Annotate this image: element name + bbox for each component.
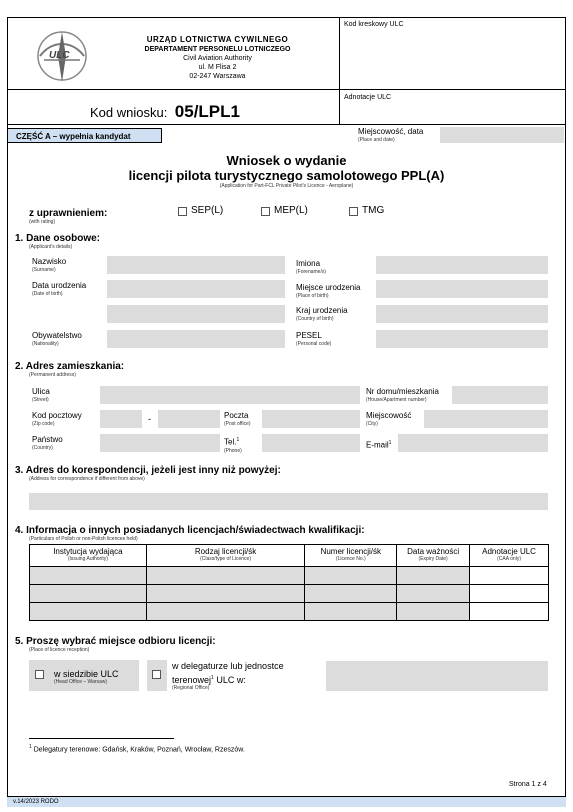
section-4-title: 4. Informacja o innych posiadanych licencjach/świadectwach kwalifikacji: (Particulars of Polish or non-Polish licences held) xyxy=(15,525,365,542)
rating-label: z uprawnieniem: (with rating) xyxy=(29,208,108,225)
table-cell[interactable] xyxy=(305,567,397,585)
authority-en: Civil Aviation Authority xyxy=(183,55,252,62)
table-cell[interactable] xyxy=(30,567,147,585)
title-line-2: licencji pilota turystycznego samolotowego PPL(A) xyxy=(128,168,445,183)
mep-label: MEP(L) xyxy=(274,205,308,216)
section-5-title: 5. Proszę wybrać miejsce odbioru licencji: (Place of licence reception) xyxy=(15,636,216,653)
table-row xyxy=(30,567,549,585)
country-label: Państwo (Country) xyxy=(32,435,63,451)
footnote-mark: 1 xyxy=(29,744,32,750)
dob-field[interactable] xyxy=(107,280,285,298)
forenames-field[interactable] xyxy=(376,256,548,274)
table-cell[interactable] xyxy=(146,567,305,585)
section-1-title: 1. Dane osobowe: (Applicant's details) xyxy=(15,233,101,250)
pesel-label: PESEL (Personal code) xyxy=(296,331,332,347)
regional-footnote-ref: 1 xyxy=(211,675,214,681)
version-label: v.14/2023 RODO xyxy=(13,799,59,805)
authority-name: URZĄD LOTNICTWA CYWILNEGO xyxy=(146,35,289,44)
ulc-logo xyxy=(32,26,92,86)
surname-field[interactable] xyxy=(107,256,285,274)
pob-field[interactable] xyxy=(376,280,548,298)
table-cell[interactable] xyxy=(305,603,397,621)
section-3-title: 3. Adres do korespondencji, jeżeli jest inny niż powyżej: (Address for correspondence if different from above) xyxy=(15,465,281,482)
correspondence-field[interactable] xyxy=(29,493,548,510)
col-caa-notes: Adnotacje ULC (CAA only) xyxy=(470,545,549,567)
header-rule-2 xyxy=(7,124,566,125)
phone-footnote-ref: 1 xyxy=(236,437,240,443)
table-cell xyxy=(470,585,549,603)
regional-office-label: w delegaturze lub jednostce terenowej$^1$ ULC w: (Regional Office) xyxy=(172,661,284,691)
place-date-field[interactable] xyxy=(440,127,564,143)
mep-checkbox[interactable] xyxy=(261,207,270,216)
regional-office-field[interactable] xyxy=(326,661,548,691)
zip-field-1[interactable] xyxy=(100,410,142,428)
nationality-field[interactable] xyxy=(107,330,285,348)
email-field[interactable] xyxy=(398,434,548,452)
table-cell[interactable] xyxy=(30,603,147,621)
table-cell[interactable] xyxy=(30,585,147,603)
nationality-label: Obywatelstwo (Nationality) xyxy=(32,331,82,347)
code-value: 05/LPL1 xyxy=(174,102,240,121)
phone-text: Tel. xyxy=(224,437,237,447)
regional-office-checkbox[interactable] xyxy=(152,670,161,679)
table-row xyxy=(30,603,549,621)
col-issuing-authority: Instytucja wydająca (Issuing Authority) xyxy=(30,545,147,567)
table-cell[interactable] xyxy=(397,567,470,585)
section-2-title: 2. Adres zamieszkania: (Permanent address) xyxy=(15,361,125,378)
title-line-1: Wniosek o wydanie xyxy=(226,153,347,168)
place-date-label: Miejscowość, data (Place and date) xyxy=(358,127,424,143)
dob-label: Data urodzenia (Date of birth) xyxy=(32,281,87,297)
pob-label: Miejsce urodzenia (Place of birth) xyxy=(296,283,361,299)
dob-extra-field[interactable] xyxy=(107,305,285,323)
tmg-label: TMG xyxy=(362,205,385,216)
phone-label: Tel.$^1$ (Phone) xyxy=(224,437,242,454)
pesel-field[interactable] xyxy=(376,330,548,348)
table-row xyxy=(30,585,549,603)
department-name: DEPARTAMENT PERSONELU LOTNICZEGO xyxy=(144,46,291,53)
part-a-header xyxy=(7,128,162,143)
house-label: Nr domu/mieszkania (House/Apartment number) xyxy=(366,387,439,403)
table-cell[interactable] xyxy=(146,585,305,603)
col-licence-number: Numer licencji/śk (Licence No.) xyxy=(305,545,397,567)
zip-dash: - xyxy=(148,414,151,424)
tmg-checkbox[interactable] xyxy=(349,207,358,216)
zip-label: Kod pocztowy (Zip code) xyxy=(32,411,82,427)
authority-block xyxy=(95,35,340,81)
application-code xyxy=(90,102,240,122)
form-title xyxy=(7,153,566,190)
email-footnote-ref: 1 xyxy=(388,440,392,446)
country-field[interactable] xyxy=(100,434,220,452)
col-expiry-date: Data ważności (Expiry Date) xyxy=(397,545,470,567)
licences-table xyxy=(29,544,549,621)
cob-field[interactable] xyxy=(376,305,548,323)
version-bar xyxy=(7,796,566,807)
phone-field[interactable] xyxy=(262,434,360,452)
email-text: E-mail xyxy=(366,440,389,450)
page-number: Strona 1 z 4 xyxy=(509,781,547,788)
post-label: Poczta (Post office) xyxy=(224,411,251,427)
city-field[interactable] xyxy=(424,410,548,428)
table-cell[interactable] xyxy=(305,585,397,603)
header-rule-1 xyxy=(7,89,566,90)
head-office-checkbox[interactable] xyxy=(35,670,44,679)
barcode-label: Kod kreskowy ULC xyxy=(344,21,404,28)
street-label: Ulica (Street) xyxy=(32,387,50,403)
head-office-label: w siedzibie ULC (Head Office – Warsaw) xyxy=(54,669,119,685)
zip-field-2[interactable] xyxy=(158,410,220,428)
notes-label: Adnotacje ULC xyxy=(344,94,392,101)
footnote-text: Delegatury terenowe: Gdańsk, Kraków, Poznań, Wrocław, Rzeszów. xyxy=(31,746,245,754)
table-cell xyxy=(470,567,549,585)
licences-header-row xyxy=(30,545,549,567)
city-label: Miejscowość (City) xyxy=(366,411,412,427)
title-sub: (Application for Part-FCL Private Pilot's Licence - Aeroplane) xyxy=(219,183,354,189)
house-field[interactable] xyxy=(452,386,548,404)
logo-text: ULC xyxy=(49,50,70,61)
footnote xyxy=(29,744,245,753)
col-licence-type: Rodzaj licencji/śk (Class/type of Licence) xyxy=(146,545,305,567)
post-field[interactable] xyxy=(262,410,360,428)
sep-checkbox[interactable] xyxy=(178,207,187,216)
surname-label: Nazwisko (Surname) xyxy=(32,257,67,273)
authority-street: ul. M Flisa 2 xyxy=(198,64,237,71)
regional-office-option[interactable] xyxy=(147,660,167,691)
cob-label: Kraj urodzenia (Country of birth) xyxy=(296,306,348,322)
table-cell[interactable] xyxy=(397,603,470,621)
footnote-rule xyxy=(29,738,174,739)
table-cell[interactable] xyxy=(397,585,470,603)
email-label xyxy=(366,438,391,451)
street-field[interactable] xyxy=(100,386,360,404)
forenames-label: Imiona (Forename/s) xyxy=(296,259,327,275)
authority-city: 02-247 Warszawa xyxy=(189,73,246,80)
table-cell xyxy=(470,603,549,621)
sep-label: SEP(L) xyxy=(191,205,224,216)
table-cell[interactable] xyxy=(146,603,305,621)
code-label: Kod wniosku: xyxy=(90,105,168,120)
part-a-label: CZĘŚĆ A – wypełnia kandydat xyxy=(16,132,131,141)
